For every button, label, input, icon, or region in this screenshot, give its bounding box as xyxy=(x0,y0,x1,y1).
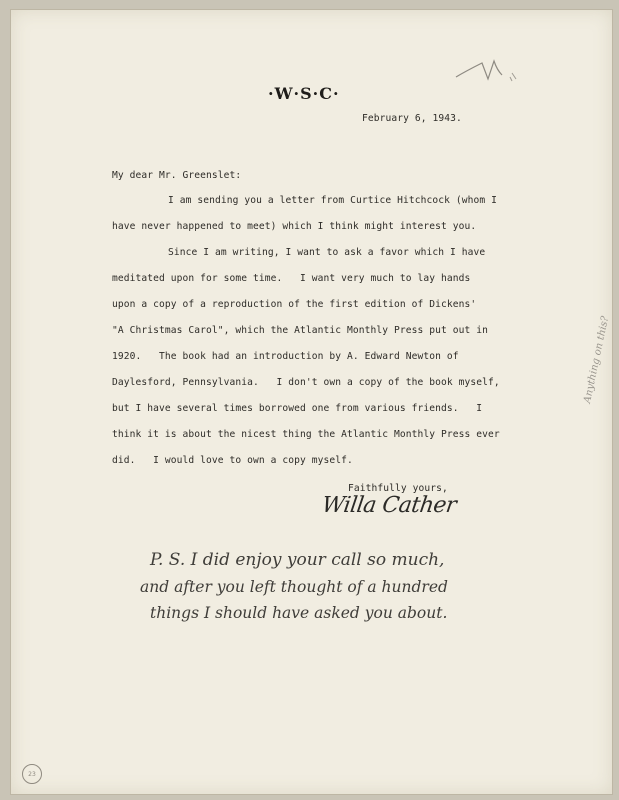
signature: Willa Cather xyxy=(320,493,458,518)
archive-stamp: 23 xyxy=(22,764,42,784)
letter-closing: Faithfully yours, xyxy=(348,483,448,494)
body-line: 1920. The book had an introduction by A. Edward Newton of xyxy=(112,351,459,362)
postscript-line: and after you left thought of a hundred xyxy=(140,578,448,596)
body-line: I am sending you a letter from Curtice Hitchcock (whom I xyxy=(168,195,498,206)
letterhead-monogram: ·W·S·C· xyxy=(268,84,340,103)
body-line: have never happened to meet) which I think might interest you. xyxy=(112,221,477,232)
margin-pencil-note: Anything on this? xyxy=(582,315,612,405)
body-line: did. I would love to own a copy myself. xyxy=(112,455,353,466)
body-line: but I have several times borrowed one from various friends. I xyxy=(112,403,483,414)
pencil-check-mark-icon xyxy=(452,53,532,93)
letter-date: February 6, 1943. xyxy=(362,113,462,124)
letter-page xyxy=(10,9,613,795)
postscript-line: P. S. I did enjoy your call so much, xyxy=(150,550,445,570)
body-line: meditated upon for some time. I want very much to lay hands xyxy=(112,273,471,284)
postscript-line: things I should have asked you about. xyxy=(150,604,448,622)
letter-salutation: My dear Mr. Greenslet: xyxy=(112,170,242,181)
body-line: Daylesford, Pennsylvania. I don't own a copy of the book myself, xyxy=(112,377,500,388)
body-line: think it is about the nicest thing the Atlantic Monthly Press ever xyxy=(112,429,500,440)
body-line: "A Christmas Carol", which the Atlantic Monthly Press put out in xyxy=(112,325,489,336)
body-line: upon a copy of a reproduction of the first edition of Dickens' xyxy=(112,299,477,310)
body-line: Since I am writing, I want to ask a favor which I have xyxy=(168,247,486,258)
